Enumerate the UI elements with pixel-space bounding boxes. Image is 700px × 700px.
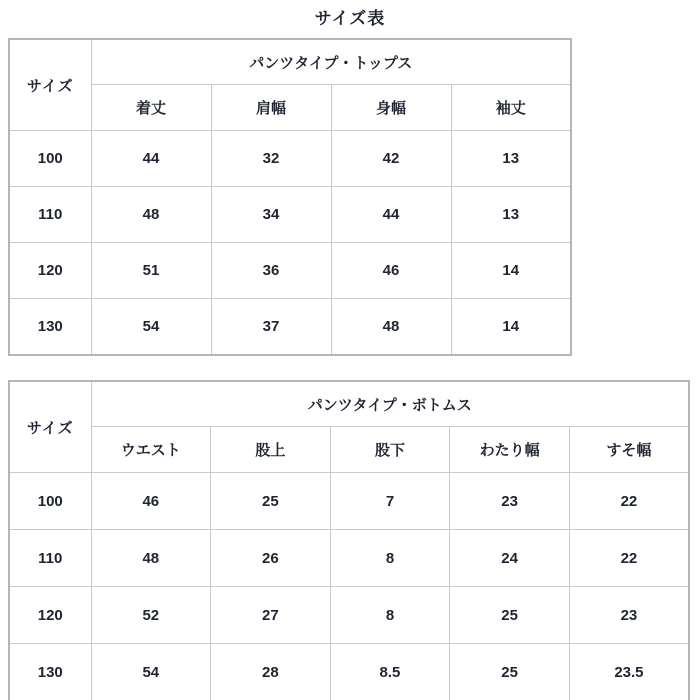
value-cell: 22	[569, 473, 689, 530]
value-cell: 23	[569, 587, 689, 644]
value-cell: 13	[451, 131, 571, 187]
row-header-label: サイズ	[9, 381, 91, 473]
column-header: 股上	[211, 427, 331, 473]
table-row	[9, 427, 689, 473]
row-header-label: サイズ	[9, 39, 91, 131]
size-cell: 120	[9, 587, 91, 644]
table-row	[9, 530, 689, 587]
value-cell: 42	[331, 131, 451, 187]
value-cell: 8	[330, 530, 450, 587]
size-cell: 100	[9, 131, 91, 187]
value-cell: 13	[451, 187, 571, 243]
value-cell: 54	[91, 644, 211, 700]
column-header: 股下	[330, 427, 450, 473]
value-cell: 51	[91, 243, 211, 299]
value-cell: 7	[330, 473, 450, 530]
value-cell: 23.5	[569, 644, 689, 700]
size-cell: 110	[9, 530, 91, 587]
column-header: 身幅	[331, 85, 451, 131]
value-cell: 48	[91, 187, 211, 243]
value-cell: 26	[211, 530, 331, 587]
value-cell: 48	[91, 530, 211, 587]
table-row	[9, 381, 689, 427]
tops-size-table	[8, 38, 572, 356]
column-header: わたり幅	[450, 427, 570, 473]
size-cell: 110	[9, 187, 91, 243]
value-cell: 25	[450, 587, 570, 644]
value-cell: 32	[211, 131, 331, 187]
value-cell: 48	[331, 299, 451, 356]
table-row	[9, 39, 571, 85]
value-cell: 14	[451, 243, 571, 299]
table-row	[9, 473, 689, 530]
table-group-title: パンツタイプ・ボトムス	[91, 381, 689, 427]
table-row	[9, 131, 571, 187]
value-cell: 36	[211, 243, 331, 299]
value-cell: 54	[91, 299, 211, 356]
table-row	[9, 85, 571, 131]
value-cell: 25	[450, 644, 570, 700]
table-group-title: パンツタイプ・トップス	[91, 39, 571, 85]
value-cell: 28	[211, 644, 331, 700]
size-cell: 130	[9, 644, 91, 700]
value-cell: 44	[331, 187, 451, 243]
value-cell: 46	[331, 243, 451, 299]
column-header: 着丈	[91, 85, 211, 131]
value-cell: 52	[91, 587, 211, 644]
value-cell: 22	[569, 530, 689, 587]
page-title: サイズ表	[314, 9, 386, 28]
bottoms-size-table	[8, 380, 690, 700]
table-row	[9, 644, 689, 700]
value-cell: 25	[211, 473, 331, 530]
size-cell: 100	[9, 473, 91, 530]
table-row	[9, 587, 689, 644]
table-row	[9, 299, 571, 356]
column-header: すそ幅	[569, 427, 689, 473]
column-header: ウエスト	[91, 427, 211, 473]
value-cell: 14	[451, 299, 571, 356]
table-row	[9, 187, 571, 243]
value-cell: 8.5	[330, 644, 450, 700]
value-cell: 46	[91, 473, 211, 530]
size-cell: 120	[9, 243, 91, 299]
value-cell: 37	[211, 299, 331, 356]
value-cell: 44	[91, 131, 211, 187]
value-cell: 34	[211, 187, 331, 243]
column-header: 袖丈	[451, 85, 571, 131]
size-cell: 130	[9, 299, 91, 356]
value-cell: 8	[330, 587, 450, 644]
column-header: 肩幅	[211, 85, 331, 131]
table-row	[9, 243, 571, 299]
value-cell: 27	[211, 587, 331, 644]
value-cell: 24	[450, 530, 570, 587]
value-cell: 23	[450, 473, 570, 530]
